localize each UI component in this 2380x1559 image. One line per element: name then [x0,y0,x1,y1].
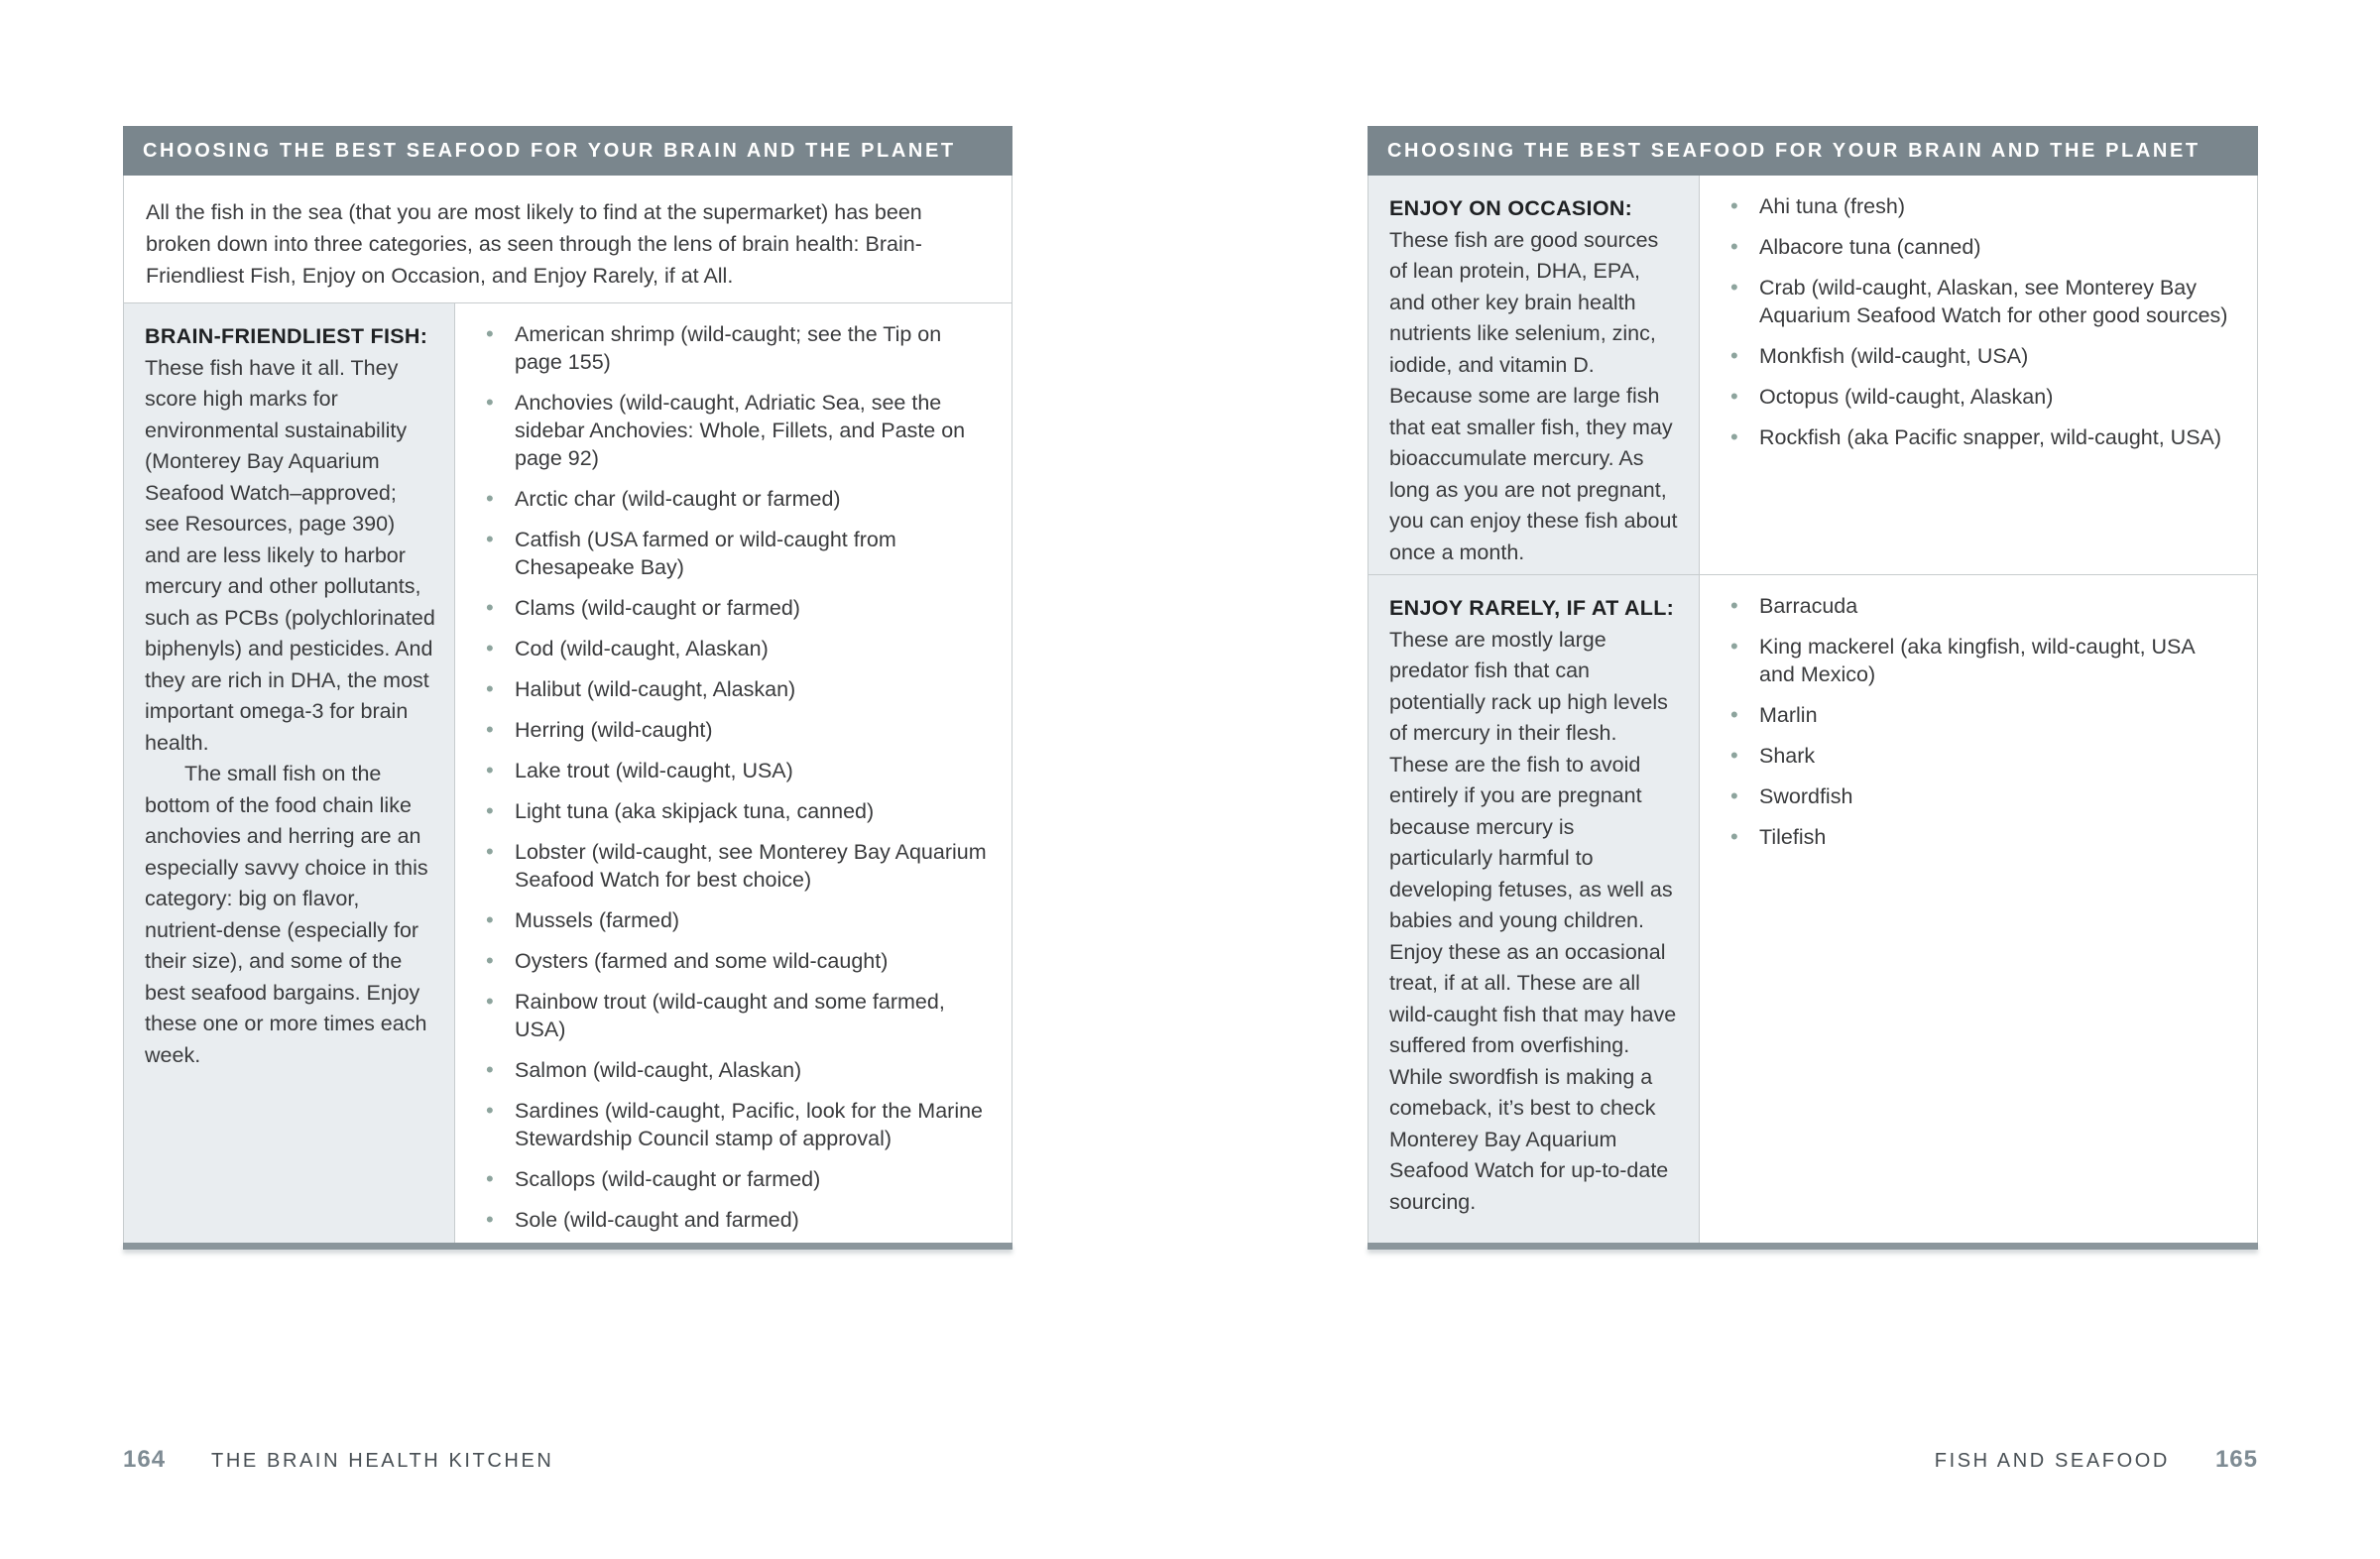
bullet-icon: • [486,1098,494,1123]
list-item-text: Arctic char (wild-caught or farmed) [515,487,841,511]
fish-list [1720,192,2233,451]
list-item-text: Clams (wild-caught or farmed) [515,596,800,620]
list-item-text: Sardines (wild-caught, Pacific, look for the Marine Stewardship Council stamp of approval) [515,1099,984,1150]
bullet-icon: • [486,595,494,620]
list-item-text: Mussels (farmed) [515,908,680,932]
list-item-text: Tilefish [1759,825,1827,849]
list-item-text: Swordfish [1759,784,1853,808]
bullet-icon: • [486,839,494,864]
bullet-icon: • [486,676,494,701]
seafood-table-right [1368,126,2258,1250]
list-item-text: Herring (wild-caught) [515,718,713,742]
bullet-icon: • [1730,702,1738,727]
category-label: ENJOY RARELY, IF AT ALL: [1389,596,1675,620]
seafood-table-left [123,126,1012,1250]
bullet-icon: • [1730,193,1738,218]
list-item [475,1206,988,1234]
bullet-icon: • [486,948,494,973]
bullet-icon: • [1730,783,1738,808]
table-intro: All the fish in the sea (that you are most likely to find at the supermarket) has been broken down into three categories, as seen through the lens of brain health: Brain-Friendliest Fish, Enjoy on Occasion, and Enjoy Rarely, if at All. [124,176,1012,303]
list-item [1720,633,2233,688]
list-item [475,485,988,513]
list-item-text: Sole (wild-caught and farmed) [515,1208,799,1232]
page-number: 165 [2214,1446,2258,1473]
bullet-icon: • [486,527,494,551]
list-item [475,947,988,975]
category-label: ENJOY ON OCCASION: [1389,196,1633,220]
list-item-text: Ahi tuna (fresh) [1759,194,1905,218]
category-paragraph-2: The small fish on the bottom of the food chain like anchovies and herring are an especially savvy choice in this category: big on flavor, nutrient-dense (especially for their size), and some of the best seafood bargains. Enjoy these one or more times each week. [145,762,428,1067]
table-frame-right [1368,176,2258,1243]
category-cell-brain-friendliest [124,303,455,1243]
bullet-icon: • [486,717,494,742]
bullet-icon: • [486,907,494,932]
category-paragraph [1389,593,1681,1218]
list-item [475,716,988,744]
table-row-rarely [1368,575,2257,1243]
list-item-text: Rockfish (aka Pacific snapper, wild-caught, USA) [1759,425,2222,449]
list-item [475,594,988,622]
bullet-icon: • [1730,593,1738,618]
list-item [475,906,988,934]
bullet-icon: • [1730,743,1738,768]
category-cell-enjoy-on-occasion [1368,176,1700,574]
list-item [475,757,988,784]
bullet-icon: • [1730,384,1738,409]
running-footer: THE BRAIN HEALTH KITCHEN [211,1450,554,1472]
list-item [475,1165,988,1193]
list-item-text: Monkfish (wild-caught, USA) [1759,344,2029,368]
category-text: These are mostly large predator fish that can potentially rack up high levels of mercury in their flesh. These are the fish to avoid entirely if you are pregnant because mercury is particularly harmful to developing fetuses, as well as babies and young children. Enjoy these as an occasional treat, if at all. These are all wild-caught fish that may have suffered from overfishing. While swordfish is making a comeback, it’s best to check Monterey Bay Aquarium Seafood Watch for up-to-date sourcing. [1389,627,1677,1214]
bullet-icon: • [1730,234,1738,259]
list-item-text: Albacore tuna (canned) [1759,235,1981,259]
list-item [475,797,988,825]
list-item-text: Oysters (farmed and some wild-caught) [515,949,889,973]
list-item [1720,383,2233,411]
list-item [1720,823,2233,851]
list-item [475,1056,988,1084]
page-number: 164 [123,1446,167,1473]
bullet-icon: • [486,486,494,511]
list-item [1720,233,2233,261]
category-paragraph [145,321,436,759]
list-item [1720,742,2233,770]
bullet-icon: • [1730,634,1738,659]
list-item [475,675,988,703]
list-item-text: King mackerel (aka kingfish, wild-caught, USA and Mexico) [1759,635,2195,686]
bullet-icon: • [1730,275,1738,300]
table-bottom-rule [1368,1243,2258,1250]
fish-list-cell-occasion [1700,176,2257,574]
list-item-text: Shark [1759,744,1816,768]
fish-list [475,320,988,1234]
list-item [1720,592,2233,620]
bullet-icon: • [486,1166,494,1191]
list-item-text: Lobster (wild-caught, see Monterey Bay Aquarium Seafood Watch for best choice) [515,840,987,892]
bullet-icon: • [486,636,494,660]
list-item [475,988,988,1043]
list-item-text: Salmon (wild-caught, Alaskan) [515,1058,802,1082]
bullet-icon: • [486,1207,494,1232]
bullet-icon: • [1730,824,1738,849]
table-header-left: CHOOSING THE BEST SEAFOOD FOR YOUR BRAIN AND THE PLANET [123,126,1012,176]
category-cell-enjoy-rarely [1368,575,1700,1243]
list-item-text: Cod (wild-caught, Alaskan) [515,637,769,660]
list-item-text: Marlin [1759,703,1818,727]
bullet-icon: • [486,798,494,823]
bullet-icon: • [486,989,494,1014]
list-item [475,389,988,472]
list-item-text: Rainbow trout (wild-caught and some farmed, USA) [515,990,945,1041]
bullet-icon: • [1730,343,1738,368]
list-item-text: Anchovies (wild-caught, Adriatic Sea, see the sidebar Anchovies: Whole, Fillets, and Paste on page 92) [515,391,966,470]
bullet-icon: • [486,1057,494,1082]
category-text: These fish have it all. They score high marks for environmental sustainability (Monterey Bay Aquarium Seafood Watch–approved; see Resources, page 390) and are less likely to harbor mercury and other pollutants, such as PCBs (polychlorinated biphenyls) and pesticides. And they are rich in DHA, the most important omega-3 for brain health. [145,355,435,755]
list-item-text: Scallops (wild-caught or farmed) [515,1167,821,1191]
category-paragraph [1389,193,1681,568]
list-item-text: Lake trout (wild-caught, USA) [515,759,793,782]
list-item [475,635,988,662]
fish-list-cell-brain-friendliest [455,303,1012,1243]
footer-left [123,1446,553,1474]
list-item-text: Halibut (wild-caught, Alaskan) [515,677,796,701]
list-item-text: Light tuna (aka skipjack tuna, canned) [515,799,875,823]
fish-list [1720,592,2233,851]
bullet-icon: • [486,321,494,346]
list-item [1720,701,2233,729]
list-item [475,320,988,376]
list-item [475,838,988,894]
list-item-text: Crab (wild-caught, Alaskan, see Monterey Bay Aquarium Seafood Watch for other good sources) [1759,276,2228,327]
running-footer: FISH AND SEAFOOD [1934,1450,2170,1472]
list-item [1720,274,2233,329]
list-item [475,1097,988,1152]
fish-list-cell-rarely [1700,575,2257,1243]
list-item-text: Catfish (USA farmed or wild-caught from Chesapeake Bay) [515,528,896,579]
bullet-icon: • [1730,424,1738,449]
footer-right [1935,1446,2258,1474]
list-item-text: Octopus (wild-caught, Alaskan) [1759,385,2054,409]
bullet-icon: • [486,758,494,782]
table-frame-left [123,176,1012,1243]
table-bottom-rule [123,1243,1012,1250]
list-item [1720,192,2233,220]
list-item [1720,782,2233,810]
table-row [124,303,1012,1243]
category-text: These fish are good sources of lean protein, DHA, EPA, and other key brain health nutrients like selenium, zinc, iodide, and vitamin D. Because some are large fish that eat smaller fish, they may bioaccumulate mercury. As long as you are not pregnant, you can enjoy these fish about once a month. [1389,227,1678,564]
bullet-icon: • [486,390,494,415]
table-row-occasion [1368,176,2257,575]
category-label: BRAIN-FRIENDLIEST FISH: [145,324,428,348]
table-header-right: CHOOSING THE BEST SEAFOOD FOR YOUR BRAIN AND THE PLANET [1368,126,2258,176]
list-item [1720,423,2233,451]
list-item-text: American shrimp (wild-caught; see the Tip on page 155) [515,322,942,374]
list-item [475,526,988,581]
list-item-text: Barracuda [1759,594,1858,618]
list-item [1720,342,2233,370]
